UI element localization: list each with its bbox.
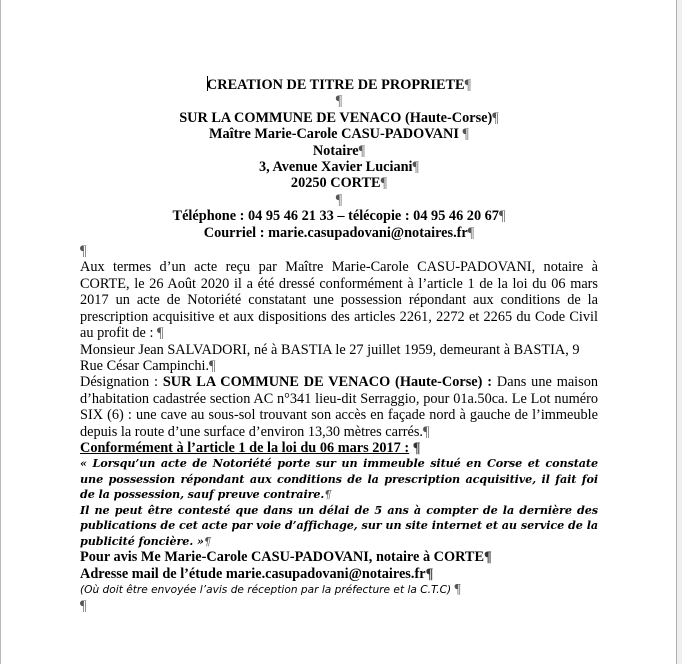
intro-paragraph: Aux termes d’un acte reçu par Maître Marie-Carole CASU-PADOVANI, notaire à CORTE, le 26 Août 2020 il a été dressé conformément à l’article 1 de la loi du 06 mars 2017 un acte de Notoriété constatant une possession répondant aux conditions de la prescription acquisitive et aux dispositions des articles 2261, 2272 et 2265 du Code Civil au profit de : ¶ [80,259,598,342]
receipt-note: (Où doit être envoyée l’avis de réception par la préfecture et la C.T.C) ¶ [80,582,461,598]
paragraph-mark: ¶ [80,598,87,615]
paragraph-mark: ¶ [380,175,388,192]
beneficiary-paragraph: Monsieur Jean SALVADORI, né à BASTIA le 27 juillet 1959, demeurant à BASTIA, 9 Rue César Campinchi.¶ [80,341,580,374]
paragraph-mark: ¶ [464,77,472,93]
document-page[interactable] [80,76,598,615]
paragraph-mark: ¶ [425,565,434,582]
vertical-scrollbar-track[interactable] [677,0,682,664]
document-body [80,243,598,615]
paragraph-mark: ¶ [324,488,332,502]
law-heading: Conformément à l’article 1 de la loi du 06 mars 2017 : ¶ [80,439,421,456]
paragraph-mark: ¶ [467,224,475,241]
notice-paragraph: Pour avis Me Marie-Carole CASU-PADOVANI, notaire à CORTE¶ [80,549,492,566]
law-quote-paragraph-2: Il ne peut être contesté que dans un délai de 5 ans à compter de la dernière des publications de cet acte par voie d’affichage, sur un site internet et au service de la publicité foncière. »¶ [80,502,598,548]
designation-text: Dans une maison d’habitation cadastrée section AC n°341 lieu-dit Serraggio, pour 01a.50ca. Le Lot numéro SIX (6) : une cave au sous-sol trouvant son accès en façade nord à gauche de l’immeuble depuis la route d’une surface d’environ 13,30 mètres carrés. [80,374,599,440]
law-quote-paragraph-1: « Lorsqu’un acte de Notoriété porte sur un immeuble situé en Corse et constate une possession répondant aux conditions de la prescription acquisitive, il fait foi de la possession, sauf preuve contraire.¶ [80,456,598,502]
header-phone: Téléphone : 04 95 46 21 33 – télécopie : 04 95 46 20 67¶ [172,208,506,225]
paragraph-mark: ¶ [80,243,87,260]
paragraph-mark: ¶ [335,191,343,208]
page-left-edge [0,0,1,664]
header-commune: SUR LA COMMUNE DE VENACO (Haute-Corse)¶ [179,109,499,126]
empty-paragraph [80,243,598,259]
header-notary-role: Notaire¶ [312,142,366,159]
paragraph-mark: ¶ [454,582,461,598]
header-address-line2: 20250 CORTE¶ [290,175,388,192]
paragraph-mark: ¶ [358,142,366,159]
empty-paragraph [80,598,598,614]
empty-paragraph [80,192,598,208]
document-header [80,76,598,241]
designation-label: Désignation : [80,374,163,391]
paragraph-mark: ¶ [484,549,492,566]
paragraph-mark: ¶ [498,208,506,225]
paragraph-mark: ¶ [209,357,216,374]
paragraph-mark: ¶ [423,423,430,440]
header-notary-name: Maître Marie-Carole CASU-PADOVANI ¶ [209,126,469,143]
paragraph-mark: ¶ [335,93,343,110]
designation-paragraph [80,374,598,440]
header-title-line [80,76,598,93]
paragraph-mark: ¶ [492,109,499,126]
empty-paragraph [80,93,598,109]
paragraph-mark: ¶ [412,159,420,176]
designation-commune: SUR LA COMMUNE DE VENACO (Haute-Corse) : [162,374,493,391]
header-email: Courriel : marie.casupadovani@notaires.fr¶ [203,224,475,241]
document-title: CREATION DE TITRE DE PROPRIETE [206,77,465,93]
paragraph-mark: ¶ [412,439,421,456]
header-address-line1: 3, Avenue Xavier Luciani¶ [258,159,420,176]
paragraph-mark: ¶ [157,325,164,342]
paragraph-mark: ¶ [203,534,211,548]
paragraph-mark: ¶ [462,126,469,143]
mail-paragraph: Adresse mail de l’étude marie.casupadovani@notaires.fr¶ [80,565,434,582]
